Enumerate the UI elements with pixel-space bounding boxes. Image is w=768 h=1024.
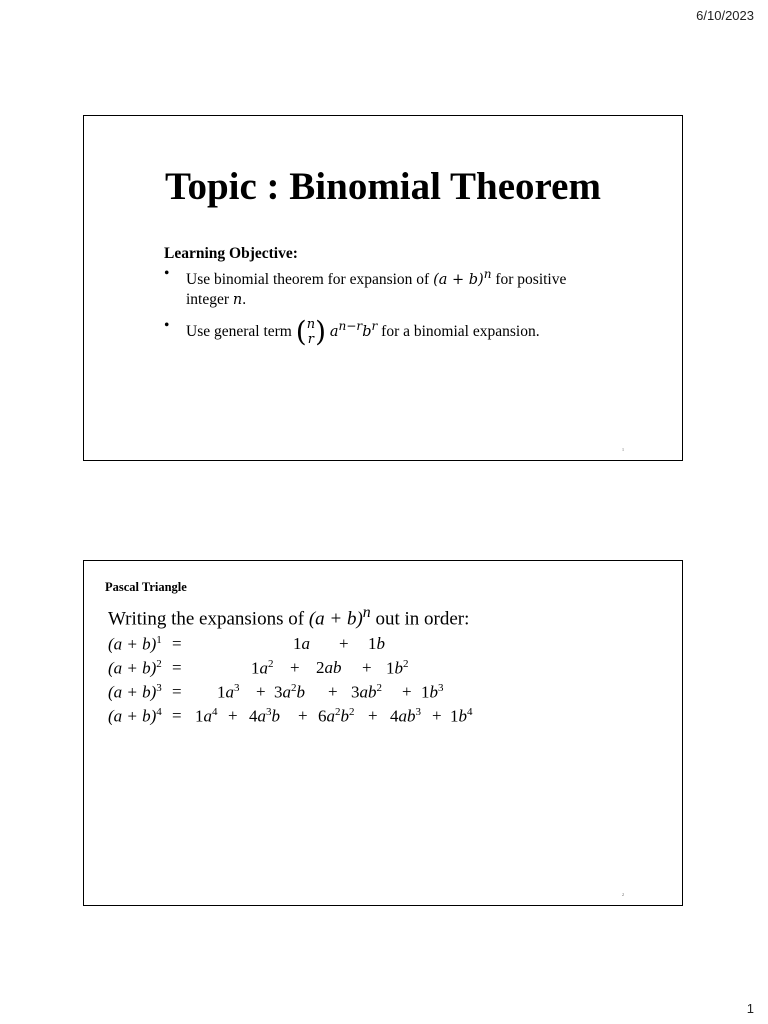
expansion-term: $1b^4$ — [450, 706, 473, 726]
plus-sign: + — [339, 634, 349, 653]
plus-sign: + — [328, 682, 338, 701]
objective-bullet-2 — [164, 316, 644, 347]
expansion-intro: Writing the expansions of $(a + b)^n$ out in order: — [108, 604, 470, 630]
bullet-1-variable: n — [232, 291, 243, 308]
expansion-term: 1b — [368, 634, 385, 653]
expansion-lhs: $(a + b)^2$ — [108, 658, 162, 678]
expansion-lhs: $(a + b)^1$ — [108, 634, 162, 654]
expansion-term: $1a^4$ — [195, 706, 218, 726]
expansion-term: $3ab^2$ — [351, 682, 382, 702]
bullet-2-text: Use general term — [186, 322, 292, 340]
expansion-lhs: $(a + b)^4$ — [108, 706, 162, 726]
slide-title: Topic : Binomial Theorem — [165, 165, 601, 208]
expansion-term: $1b^2$ — [386, 658, 409, 678]
bullet-1-text: Use binomial theorem for expansion of — [186, 270, 430, 288]
general-term: $a^{n-r}b^r$ — [329, 318, 378, 340]
slide-number: 2 — [622, 892, 624, 897]
bullet-1-line2: integer — [186, 290, 230, 308]
expansion-term: $6a^2b^2$ — [318, 706, 355, 726]
plus-sign: + — [256, 682, 266, 701]
slide-number: 1 — [622, 447, 624, 452]
equals-sign: = — [172, 706, 182, 725]
expansion-term: $3a^2b$ — [274, 682, 305, 702]
bullet-dot: • — [164, 265, 170, 282]
plus-sign: + — [368, 706, 378, 725]
bullet-1-tail: for positive — [495, 270, 567, 288]
expansion-term: 2ab — [316, 658, 342, 677]
slide-title: Pascal Triangle — [105, 580, 187, 594]
plus-sign: + — [290, 658, 300, 677]
expansion-lhs: $(a + b)^3$ — [108, 682, 162, 702]
plus-sign: + — [362, 658, 372, 677]
plus-sign: + — [298, 706, 308, 725]
expansion-term: $1b^3$ — [421, 682, 444, 702]
objective-heading: Learning Objective: — [164, 245, 298, 262]
objective-bullet-1: • Use binomial theorem for expansion of $(a + b)^n$ for positive integer n. — [164, 265, 567, 308]
plus-sign: + — [228, 706, 238, 725]
expansion-term: $1a^2$ — [251, 658, 274, 678]
binomial-coefficient: (n r) — [295, 315, 326, 349]
plus-sign: + — [432, 706, 442, 725]
slide-binomial-theorem — [83, 115, 683, 461]
bullet-dot: • — [164, 316, 170, 334]
equals-sign: = — [172, 658, 182, 677]
header-date: 6/10/2023 — [696, 8, 754, 23]
slide-pascal-triangle — [83, 560, 683, 906]
plus-sign: + — [402, 682, 412, 701]
bullet-1-expression: $(a + b)^n$ — [433, 267, 492, 288]
expansion-term: $1a^3$ — [217, 682, 240, 702]
equals-sign: = — [172, 634, 182, 653]
expansion-term: $4a^3b$ — [249, 706, 280, 726]
expansion-term: 1a — [293, 634, 310, 653]
learning-objectives — [164, 244, 644, 347]
page-number: 1 — [746, 1001, 754, 1016]
bullet-2-tail: for a binomial expansion. — [381, 322, 540, 340]
expansion-term: $4ab^3$ — [390, 706, 421, 726]
equals-sign: = — [172, 682, 182, 701]
